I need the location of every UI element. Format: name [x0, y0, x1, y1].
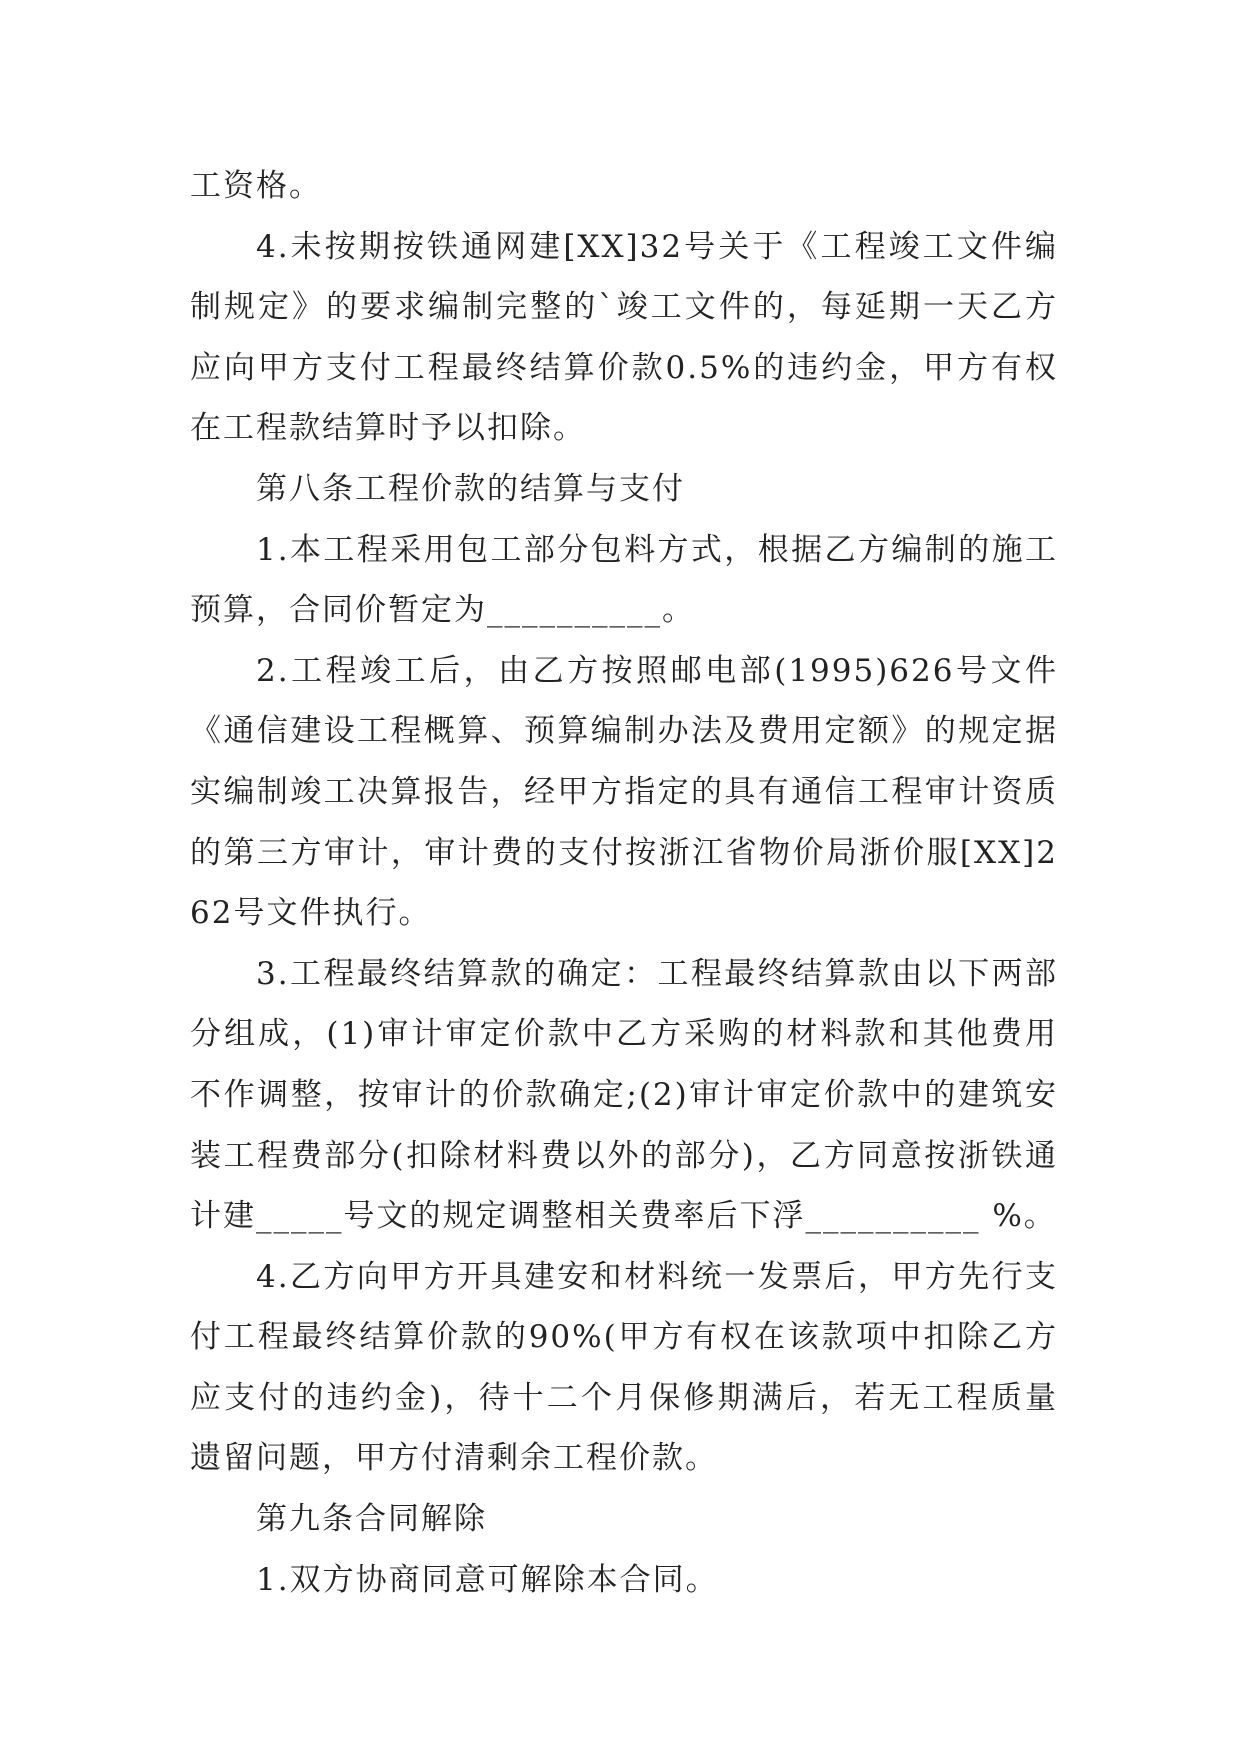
- paragraph-clause-8-4: 4.乙方向甲方开具建安和材料统一发票后，甲方先行支付工程最终结算价款的90%(甲方有权在该款项中扣除乙方应支付的违约金)，待十二个月保修期满后，若无工程质量遗留问题，甲方付清剩余工程价款。: [190, 1258, 1058, 1477]
- paragraph-clause-8-3: 3.工程最终结算款的确定：工程最终结算款由以下两部分组成，(1)审计审定价款中乙方采购的材料款和其他费用不作调整，按审计的价款确定;(2)审计审定价款中的建筑安装工程费部分(扣除材料费以外的部分)，乙方同意按浙铁通计建_____号文的规定调整相关费率后下浮__________ %。: [190, 955, 1058, 1235]
- paragraph-clause-4-completion-documents: 4.未按期按铁通网建[XX]32号关于《工程竣工文件编制规定》的要求编制完整的`竣工文件的，每延期一天乙方应向甲方支付工程最终结算价款0.5%的违约金，甲方有权在工程款结算时予以扣除。: [190, 228, 1058, 447]
- paragraph-continuation: 工资格。: [190, 168, 322, 204]
- section-heading-article-9: 第九条合同解除: [256, 1501, 487, 1538]
- paragraph-clause-9-1: 1.双方协商同意可解除本合同。: [256, 1561, 719, 1598]
- section-heading-article-8: 第八条工程价款的结算与支付: [256, 470, 685, 507]
- document-body: [190, 156, 1058, 1610]
- paragraph-clause-8-1: 1.本工程采用包工部分包料方式，根据乙方编制的施工预算，合同价暂定为__________。: [190, 531, 1058, 629]
- paragraph-clause-8-2: 2.工程竣工后，由乙方按照邮电部(1995)626号文件《通信建设工程概算、预算编制办法及费用定额》的规定据实编制竣工决算报告，经甲方指定的具有通信工程审计资质的第三方审计，审计费的支付按浙江省物价局浙价服[XX]262号文件执行。: [190, 652, 1058, 932]
